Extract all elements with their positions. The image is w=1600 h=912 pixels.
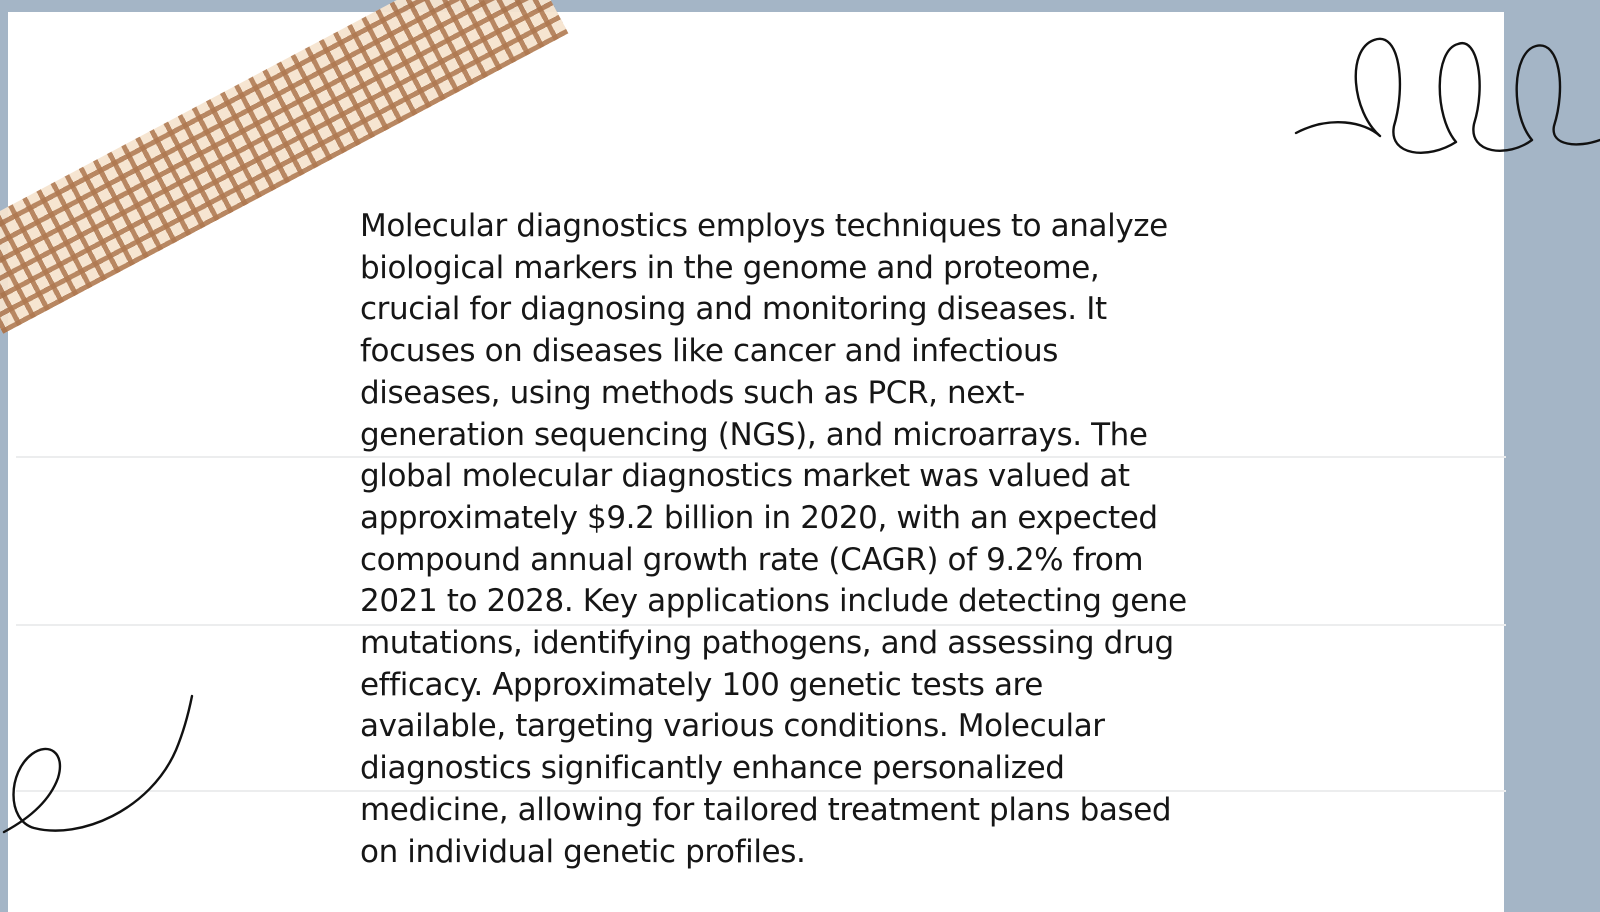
loop-scribble-icon: [1260, 30, 1600, 170]
loop-scribble-icon: [0, 690, 210, 850]
body-paragraph: Molecular diagnostics employs techniques to analyze biological markers in the genome and proteome, crucial for diagnosing and monitoring diseases. It focuses on diseases like cancer and infectious diseases, using methods such as PCR, next- generation sequencing (NGS), and microarrays. The global molecular diagnostics market was valued at approximately $9.2 billion in 2020, with an expected compound annual growth rate (CAGR) of 9.2% from 2021 to 2028. Key applications include detecting gene mutations, identifying pathogens, and assessing drug efficacy. Approximately 100 genetic tests are available, targeting various conditions. Molecular diagnostics significantly enhance personalized medicine, allowing for tailored treatment plans based on individual genetic profiles.: [360, 208, 1187, 870]
loop-scribble-stroke: [1296, 39, 1600, 153]
loop-scribble-stroke: [4, 696, 192, 832]
